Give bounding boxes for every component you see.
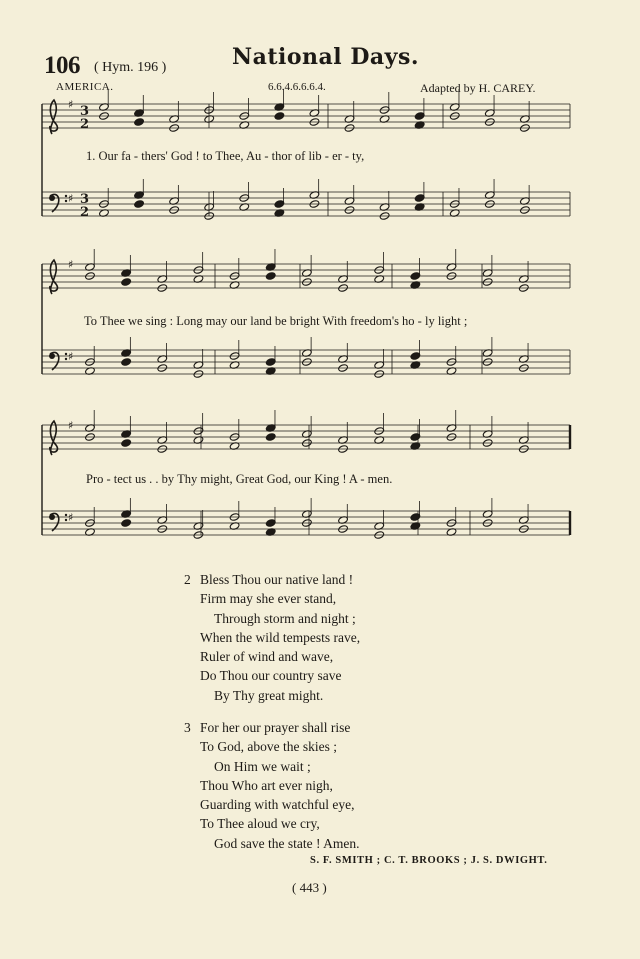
sharp-sign: ♯ — [68, 258, 74, 271]
note-head — [414, 112, 425, 121]
bass-clef-dot — [65, 195, 67, 197]
verse-line: Do Thou our country save — [200, 668, 342, 684]
hymn-number: 106 — [44, 52, 80, 79]
verse-line: By Thy great might. — [214, 687, 324, 703]
note-head — [121, 439, 132, 448]
verse-line: Firm may she ever stand, — [200, 591, 337, 607]
verse-line: To Thee aloud we cry, — [200, 816, 320, 832]
section-title: National Days. — [232, 44, 419, 70]
treble-clef — [50, 100, 58, 134]
note-head — [410, 352, 421, 361]
note-head — [121, 278, 132, 287]
verse-line: When the wild tempests rave, — [200, 629, 361, 645]
note-head — [274, 200, 285, 209]
bass-clef-dot — [65, 200, 67, 202]
sharp-sign: ♯ — [68, 98, 74, 111]
verse-line: On Him we wait ; — [214, 758, 311, 774]
note-head — [410, 272, 421, 281]
lyric-line-2: To Thee we sing : Long may our land be bright With freedom's ho - ly light ; — [84, 314, 468, 328]
verse-line: Ruler of wind and wave, — [200, 649, 334, 665]
sharp-sign: ♯ — [68, 511, 74, 524]
note-head — [134, 118, 145, 127]
verse-line: Guarding with watchful eye, — [200, 797, 355, 813]
time-signature: 2 — [80, 117, 90, 132]
note-head — [121, 519, 132, 528]
bass-clef-dot — [65, 353, 67, 355]
verse-2 — [184, 570, 361, 705]
note-head — [274, 112, 285, 121]
verse-line: Bless Thou our native land ! — [200, 572, 354, 587]
treble-clef — [50, 421, 58, 455]
bass-clef — [49, 353, 55, 359]
bass-clef-dot — [65, 514, 67, 516]
note-head — [265, 433, 276, 442]
sharp-sign: ♯ — [68, 350, 74, 363]
verse-line: Thou Who art ever nigh, — [200, 777, 333, 793]
verse-line: Through storm and night ; — [214, 610, 356, 626]
sharp-sign: ♯ — [68, 192, 74, 205]
verse-3 — [184, 718, 360, 853]
page-number: ( 443 ) — [292, 880, 327, 895]
authors: S. F. SMITH ; C. T. BROOKS ; J. S. DWIGHT. — [310, 855, 548, 866]
note-head — [134, 200, 145, 209]
bass-clef-dot — [65, 519, 67, 521]
bass-clef-dot — [65, 358, 67, 360]
attribution: Adapted by H. CAREY. — [420, 81, 536, 95]
bass-clef — [49, 195, 55, 201]
note-head — [121, 358, 132, 367]
note-head — [410, 513, 421, 522]
verse-line: For her our prayer shall rise — [200, 720, 351, 735]
note-head — [265, 272, 276, 281]
lyric-line-3: Pro - tect us . . by Thy might, Great God, our King ! A - men. — [86, 472, 393, 486]
time-signature: 3 — [80, 104, 90, 119]
note-head — [414, 194, 425, 203]
lyric-line-1: 1. Our fa - thers' God ! to Thee, Au - thor of lib - er - ty, — [86, 149, 365, 163]
time-signature: 3 — [80, 192, 90, 207]
bass-clef — [49, 514, 55, 520]
verse-number: 3 — [184, 720, 191, 735]
tune-name: AMERICA. — [56, 81, 114, 93]
meter: 6.6.4.6.6.6.4. — [268, 81, 326, 93]
note-head — [410, 433, 421, 442]
verse-line: God save the state ! Amen. — [214, 835, 360, 851]
sharp-sign: ♯ — [68, 419, 74, 432]
verse-number: 2 — [184, 572, 191, 587]
time-signature: 2 — [80, 205, 90, 220]
hymn-reference: ( Hym. 196 ) — [94, 60, 167, 75]
note-head — [265, 519, 276, 528]
verse-line: To God, above the skies ; — [200, 739, 338, 755]
note-head — [265, 358, 276, 367]
treble-clef — [50, 260, 58, 294]
